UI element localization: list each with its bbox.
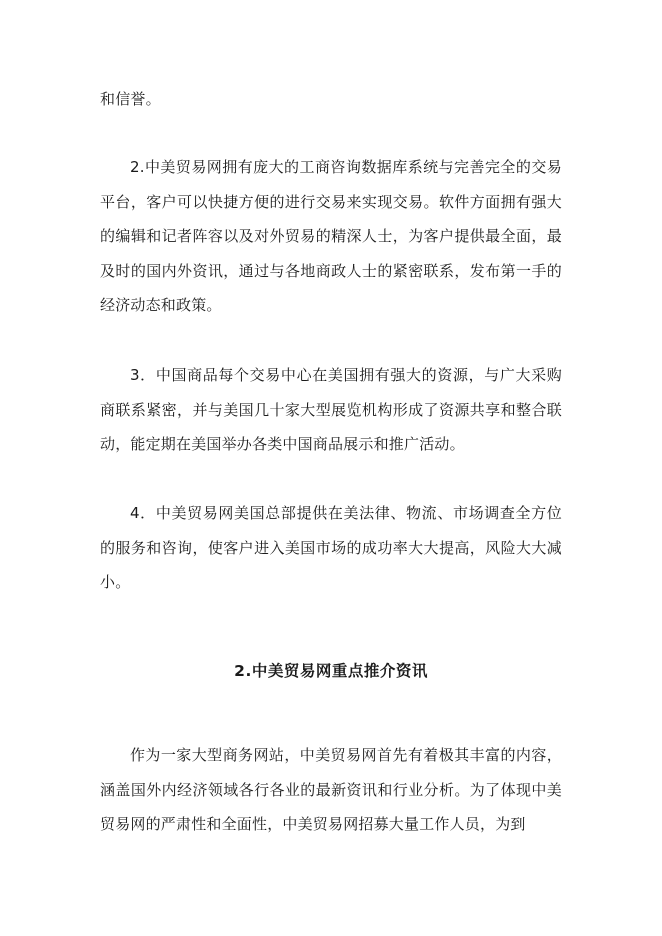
paragraph-intro: 作为一家大型商务网站，中美贸易网首先有着极其丰富的内容，涵盖国外内经济领域各行各业的最新资讯和行业分析。为了体现中美贸易网的严肃性和全面性，中美贸易网招募大量工作人员，为到 [100,746,562,833]
paragraph-item-3: 3．中国商品每个交易中心在美国拥有强大的资源，与广大采购商联系紧密，并与美国几十家大型展览机构形成了资源共享和整合联动，能定期在美国举办各类中国商品展示和推广活动。 [100,366,562,453]
paragraph-item-2: 2.中美贸易网拥有庞大的工商咨询数据库系统与完善完全的交易平台，客户可以快捷方便的进行交易来实现交易。软件方面拥有强大的编辑和记者阵容以及对外贸易的精深人士，为客户提供最全面，最及时的国内外资讯，通过与各地商政人士的紧密联系，发布第一手的经济动态和政策。 [100,158,562,314]
paragraph-item-4: 4．中美贸易网美国总部提供在美法律、物流、市场调查全方位的服务和咨询，使客户进入美国市场的成功率大大提高，风险大大减小。 [100,504,562,591]
paragraph-continuation: 和信誉。 [100,90,161,108]
section-heading: 2.中美贸易网重点推介资讯 [234,662,428,680]
